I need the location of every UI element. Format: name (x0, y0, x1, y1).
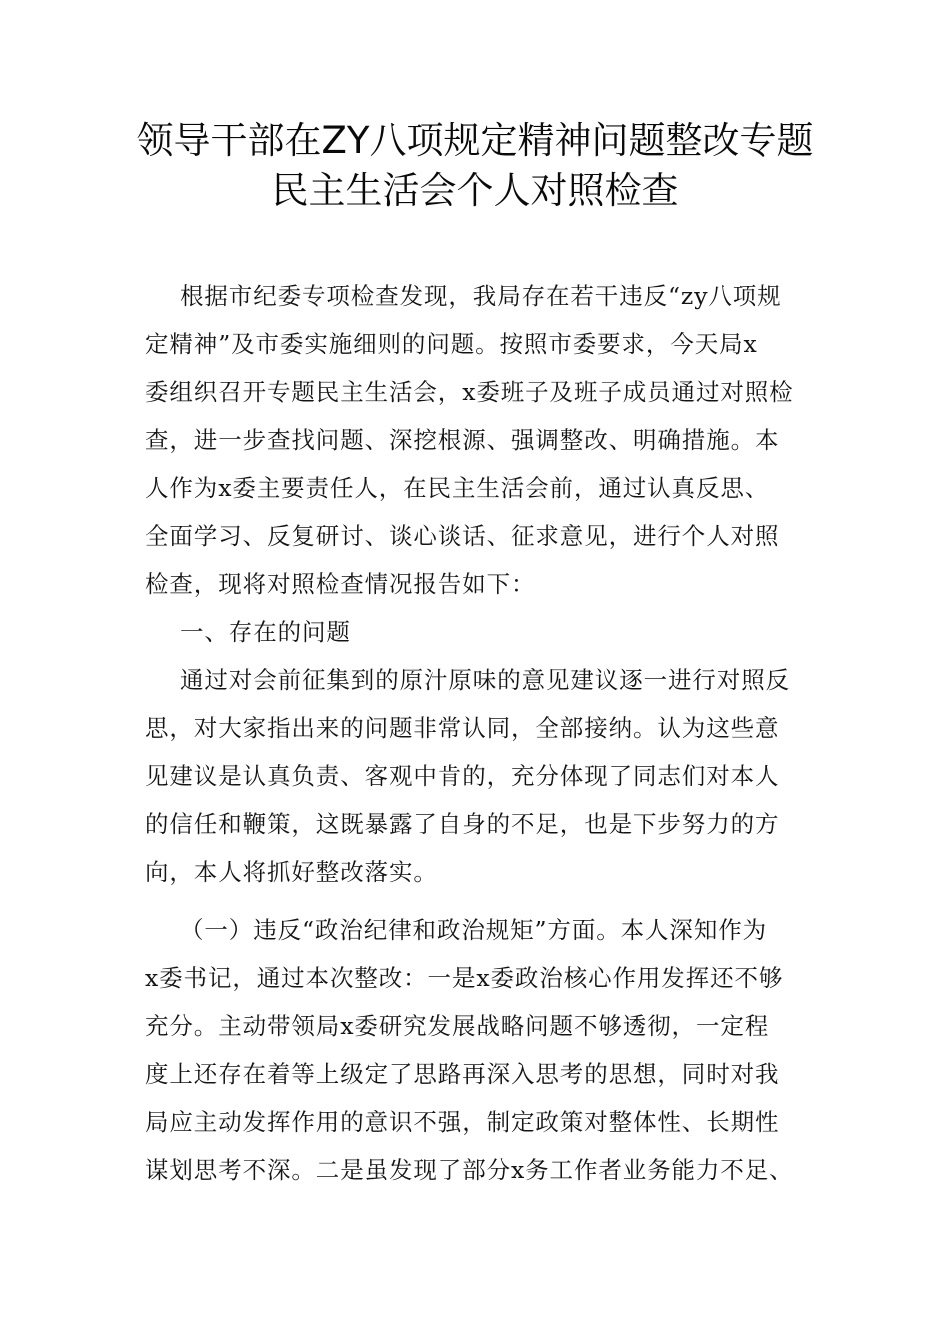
paragraph-line: 度上还存在着等上级定了思路再深入思考的思想，同时对我 (145, 1060, 780, 1088)
paragraph-line: 充分。主动带领局x委研究发展战略问题不够透彻，一定程 (145, 1012, 770, 1040)
paragraph-line: 的信任和鞭策，这既暴露了自身的不足，也是下步努力的方 (145, 810, 780, 838)
paragraph-line: 见建议是认真负责、客观中肯的，充分体现了同志们对本人 (145, 762, 780, 790)
paragraph-line: 局应主动发挥作用的意识不强，制定政策对整体性、长期性 (145, 1108, 780, 1136)
paragraph-line: 谋划思考不深。二是虽发现了部分x务工作者业务能力不足、 (145, 1156, 794, 1184)
paragraph-line: 向，本人将抓好整改落实。 (145, 858, 438, 886)
paragraph-line: 人作为x委主要责任人，在民主生活会前，通过认真反思、 (145, 474, 770, 502)
document-title-line-2: 民主生活会个人对照检查 (271, 169, 679, 212)
paragraph-line: 通过对会前征集到的原汁原味的意见建议逐一进行对照反 (180, 666, 790, 694)
subsection-heading-line: （一）违反“政治纪律和政治规矩”方面。本人深知作为 (180, 916, 768, 944)
paragraph-line: 检查，现将对照检查情况报告如下： (145, 570, 536, 598)
paragraph-line: 定精神”及市委实施细则的问题。按照市委要求，今天局x (145, 330, 758, 358)
paragraph-line: x委书记，通过本次整改：一是x委政治核心作用发挥还不够 (145, 964, 784, 992)
paragraph-line: 全面学习、反复研讨、谈心谈话、征求意见，进行个人对照 (145, 522, 780, 550)
section-heading: 一、存在的问题 (180, 618, 351, 646)
paragraph-line: 查，进一步查找问题、深挖根源、强调整改、明确措施。本 (145, 426, 780, 454)
paragraph-line: 思，对大家指出来的问题非常认同，全部接纳。认为这些意 (145, 714, 780, 742)
paragraph-line: 委组织召开专题民主生活会，x委班子及班子成员通过对照检 (145, 378, 794, 406)
paragraph-line: 根据市纪委专项检查发现，我局存在若干违反“zy八项规 (180, 282, 782, 310)
document-title-line-1: 领导干部在ZY八项规定精神问题整改专题 (136, 119, 814, 162)
